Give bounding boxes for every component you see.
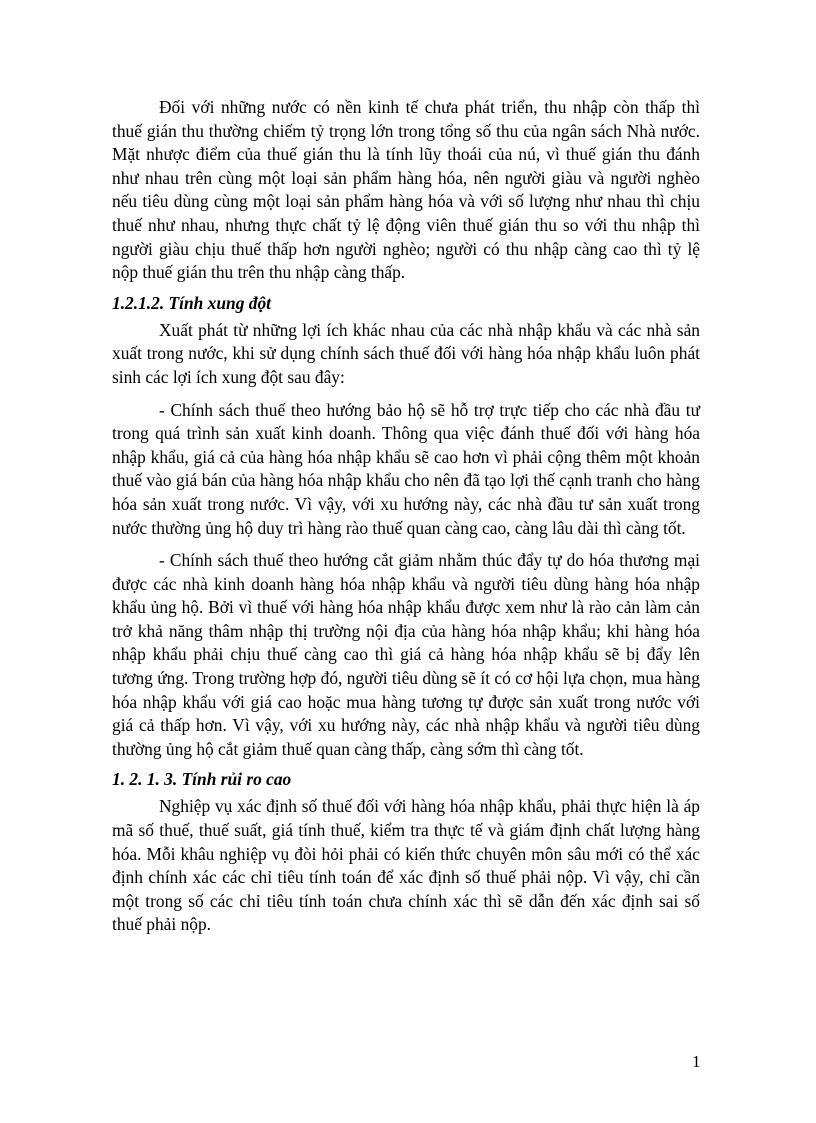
- document-page: [112, 96, 700, 937]
- paragraph-reduction-policy: - Chính sách thuế theo hướng cắt giảm nhằm thúc đẩy tự do hóa thương mại được các nhà kinh doanh hàng hóa nhập khẩu và người tiêu dùng hàng hóa nhập khẩu ủng hộ. Bởi vì thuế với hàng hóa nhập khẩu được xem như là rào cản làm cản trở khả năng thâm nhập thị trường nội địa của hàng hóa nhập khẩu; khi hàng hóa nhập khẩu phải chịu thuế càng cao thì giá cả hàng hóa nhập khẩu sẽ bị đẩy lên tương ứng. Trong trường hợp đó, người tiêu dùng sẽ ít có cơ hội lựa chọn, mua hàng hóa nhập khẩu với giá cao hoặc mua hàng tương tự được sản xuất trong nước với giá cả thấp hơn. Vì vậy, với xu hướng này, các nhà nhập khẩu và người tiêu dùng thường ủng hộ cắt giảm thuế quan càng thấp, càng sớm thì càng tốt.: [112, 550, 700, 759]
- page-number: 1: [692, 1052, 701, 1071]
- paragraph-protection-policy: - Chính sách thuế theo hướng bảo hộ sẽ hỗ trợ trực tiếp cho các nhà đầu tư trong quá trình sản xuất kinh doanh. Thông qua việc đánh thuế đối với hàng hóa nhập khẩu, giá cả của hàng hóa nhập khẩu sẽ cao hơn vì phải cộng thêm một khoản thuế vào giá bán của hàng hóa nhập khẩu cho nên đã tạo lợi thế cạnh tranh cho hàng hóa sản xuất trong nước. Vì vậy, với xu hướng này, các nhà đầu tư sản xuất trong nước thường ủng hộ duy trì hàng rào thuế quan càng cao, càng lâu dài thì càng tốt.: [112, 399, 700, 538]
- paragraph-indirect-tax: Đối với những nước có nền kinh tế chưa phát triển, thu nhập còn thấp thì thuế gián thu thường chiếm tỷ trọng lớn trong tổng số thu của ngân sách Nhà nước. Mặt nhược điểm của thuế gián thu là tính lũy thoái của nú, vì thuế gián thu đánh như nhau trên cùng một loại sản phẩm hàng hóa, nên người giàu và người nghèo nếu tiêu dùng cùng một loại sản phẩm hàng hóa và với số lượng như nhau thì chịu thuế như nhau, nhưng thực chất tỷ lệ động viên thuế gián thu so với thu nhập thì người giàu chịu thuế thấp hơn người nghèo; người có thu nhập càng cao thì tỷ lệ nộp thuế gián thu trên thu nhập càng thấp.: [112, 97, 700, 283]
- section-heading-conflict: 1.2.1.2. Tính xung đột: [112, 292, 271, 313]
- paragraph-high-risk: Nghiệp vụ xác định số thuế đối với hàng hóa nhập khẩu, phải thực hiện là áp mã số thuế, thuế suất, giá tính thuế, kiểm tra thực tế và giám định chất lượng hàng hóa. Mỗi khâu nghiệp vụ đòi hỏi phải có kiến thức chuyên môn sâu mới có thể xác định chính xác các chỉ tiêu tính toán để xác định số thuế phải nộp. Vì vậy, chỉ cần một trong số các chỉ tiêu tính toán chưa chính xác thì sẽ dẫn đến xác định sai số thuế phải nộp.: [112, 796, 700, 935]
- paragraph-conflict-intro: Xuất phát từ những lợi ích khác nhau của các nhà nhập khẩu và các nhà sản xuất trong nước, khi sử dụng chính sách thuế đối với hàng hóa nhập khẩu luôn phát sinh các lợi ích xung đột sau đây:: [112, 319, 700, 387]
- section-heading-high-risk: 1. 2. 1. 3. Tính rủi ro cao: [112, 769, 292, 790]
